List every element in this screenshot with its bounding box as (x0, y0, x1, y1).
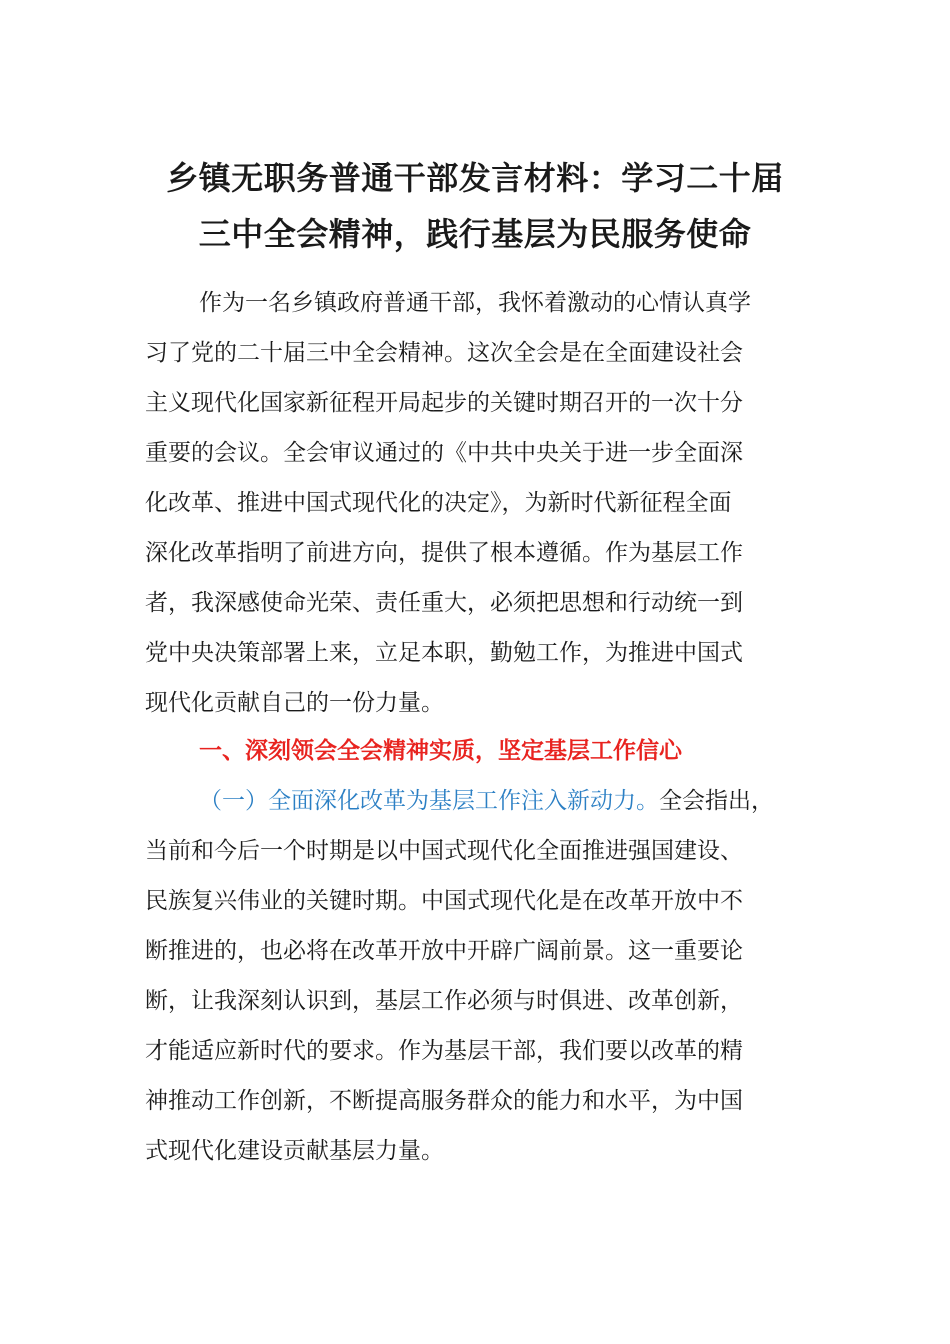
paragraph-line: 党中央决策部署上来，立足本职，勤勉工作，为推进中国式 (145, 640, 743, 666)
paragraph-line: 化改革、推进中国式现代化的决定》，为新时代新征程全面 (145, 490, 732, 516)
document-title (100, 150, 850, 262)
paragraph-line: 断，让我深刻认识到，基层工作必须与时俱进、改革创新， (145, 988, 743, 1014)
paragraph-line: 主义现代化国家新征程开局起步的关键时期召开的一次十分 (145, 390, 743, 416)
paragraph-line: 现代化贡献自己的一份力量。 (145, 690, 444, 716)
paragraph-intro (145, 278, 805, 728)
paragraph-first-line (145, 776, 805, 826)
paragraph-line: 断推进的，也必将在改革开放中开辟广阔前景。这一重要论 (145, 938, 743, 964)
paragraph-line: 神推动工作创新，不断提高服务群众的能力和水平，为中国 (145, 1088, 743, 1114)
paragraph-line-rest: 全会指出， (659, 788, 774, 814)
paragraph-line: 才能适应新时代的要求。作为基层干部，我们要以改革的精 (145, 1038, 743, 1064)
title-line-2: 三中全会精神，践行基层为民服务使命 (198, 215, 752, 253)
section-heading: 一、深刻领会全会精神实质，坚定基层工作信心 (199, 738, 682, 764)
title-line-1: 乡镇无职务普通干部发言材料：学习二十届 (166, 159, 784, 197)
paragraph-section1 (145, 776, 805, 1176)
paragraph-line: 当前和今后一个时期是以中国式现代化全面推进强国建设、 (145, 838, 743, 864)
paragraph-line: 习了党的二十届三中全会精神。这次全会是在全面建设社会 (145, 340, 743, 366)
paragraph-line: 式现代化建设贡献基层力量。 (145, 1138, 444, 1164)
paragraph-line: 者，我深感使命光荣、责任重大，必须把思想和行动统一到 (145, 590, 743, 616)
paragraph-line: 民族复兴伟业的关键时期。中国式现代化是在改革开放中不 (145, 888, 743, 914)
paragraph-line: 深化改革指明了前进方向，提供了根本遵循。作为基层工作 (145, 540, 743, 566)
paragraph-line: 作为一名乡镇政府普通干部，我怀着激动的心情认真学 (199, 290, 751, 316)
subsection-heading: （一）全面深化改革为基层工作注入新动力。 (199, 788, 659, 814)
paragraph-line: 重要的会议。全会审议通过的《中共中央关于进一步全面深 (145, 440, 743, 466)
